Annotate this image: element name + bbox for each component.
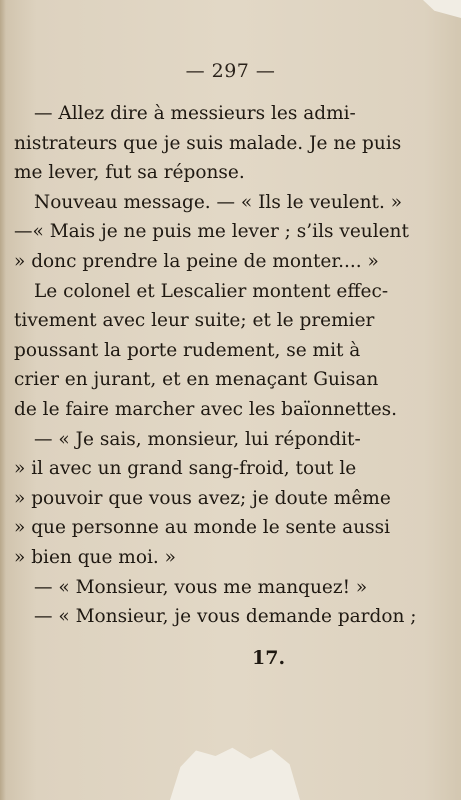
torn-corner bbox=[423, 0, 461, 18]
torn-bottom-edge bbox=[170, 745, 300, 800]
text-line: de le faire marcher avec les baïonnettes. bbox=[14, 398, 398, 420]
text-line: poussant la porte rudement, se mit à bbox=[14, 339, 361, 361]
text-line: Nouveau message. — « Ils le veulent. » bbox=[34, 191, 403, 213]
body-text bbox=[14, 99, 417, 632]
text-line: » que personne au monde le sente aussi bbox=[14, 517, 391, 539]
text-line: — « Monsieur, vous me manquez! » bbox=[34, 576, 368, 598]
signature-mark: 17. bbox=[252, 647, 286, 669]
text-line: nistrateurs que je suis malade. Je ne puis bbox=[14, 132, 402, 154]
text-line: » donc prendre la peine de monter.... » bbox=[14, 250, 379, 272]
text-line: — « Monsieur, je vous demande pardon ; bbox=[34, 606, 417, 628]
page-shadow-edge bbox=[0, 0, 6, 800]
text-line: tivement avec leur suite; et le premier bbox=[14, 310, 375, 332]
text-line: Le colonel et Lescalier montent effec- bbox=[34, 280, 389, 302]
text-line: —« Mais je ne puis me lever ; s’ils veulent bbox=[14, 221, 409, 243]
text-line: » il avec un grand sang-froid, tout le bbox=[14, 458, 357, 480]
text-line: me lever, fut sa réponse. bbox=[14, 162, 245, 184]
page-number: — 297 — bbox=[185, 60, 276, 82]
text-line: » bien que moi. » bbox=[14, 546, 176, 568]
text-line: crier en jurant, et en menaçant Guisan bbox=[14, 369, 379, 391]
text-line: — « Je sais, monsieur, lui répondit- bbox=[34, 428, 361, 450]
text-line: » pouvoir que vous avez; je doute même bbox=[14, 487, 391, 509]
text-line: — Allez dire à messieurs les admi- bbox=[34, 103, 356, 124]
